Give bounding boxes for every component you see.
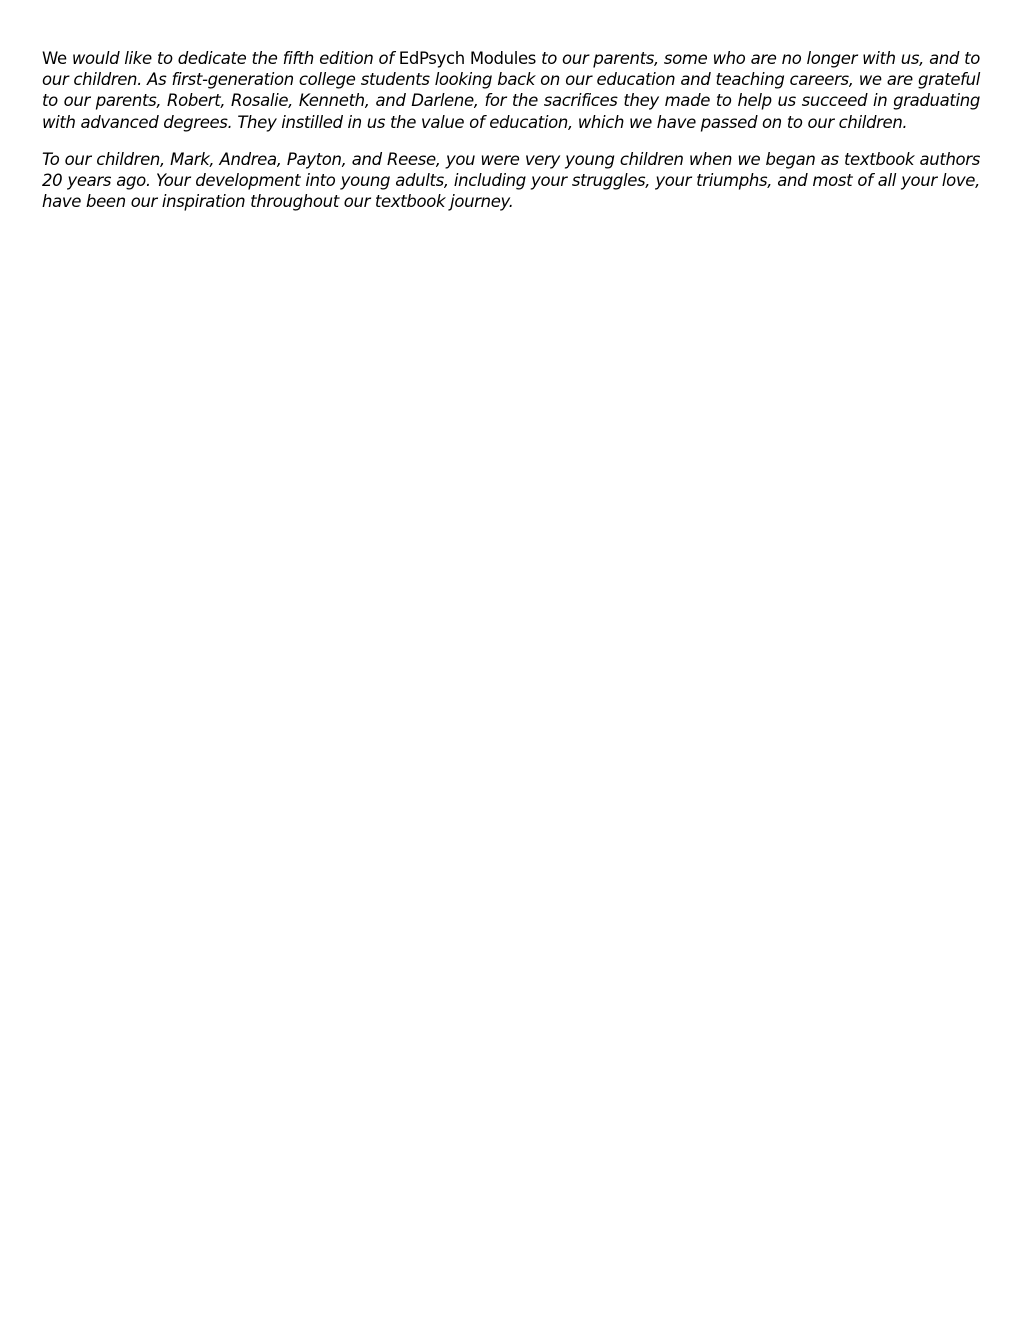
dedication-page: [42, 48, 980, 212]
dedication-lead-word: We: [42, 49, 67, 68]
dedication-text-part-2: to our parents, some who are no longer with us, and to our children. As first-generation college students looking back on our education and teaching careers, we are grateful to our parents, Robert, Rosalie, Kenneth, and Darlene, for the sacrifices they made to help us succeed in graduating with advanced degrees. They instilled in us the value of education, which we have passed on to our children.: [42, 49, 980, 132]
dedication-paragraph-parents: [42, 48, 980, 133]
dedication-paragraph-children: To our children, Mark, Andrea, Payton, and Reese, you were very young children when we began as textbook authors 20 years ago. Your development into young adults, including your struggles, your triumphs, and most of all your love, have been our inspiration throughout our textbook journey.: [42, 149, 980, 212]
book-title: EdPsych Modules: [398, 49, 537, 68]
dedication-text-part-1: would like to dedicate the fifth edition of: [66, 49, 399, 68]
